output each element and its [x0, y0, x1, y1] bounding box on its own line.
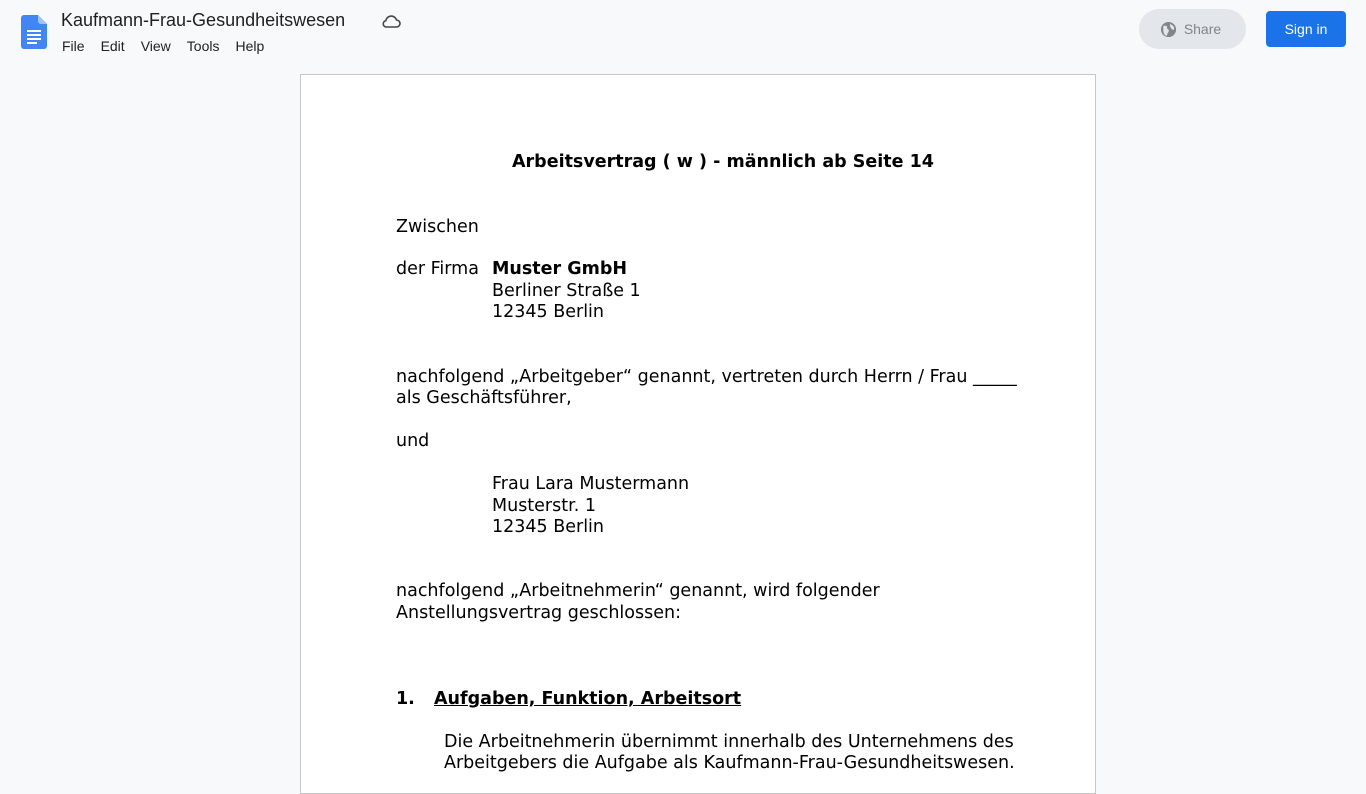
- employee-name: Frau Lara Mustermann: [492, 474, 690, 494]
- and-text: und: [396, 431, 430, 451]
- menu-bar: [54, 37, 272, 55]
- employer-name: Muster GmbH: [492, 259, 628, 279]
- menu-file[interactable]: File: [62, 38, 85, 54]
- firm-label: der Firma: [396, 259, 479, 279]
- cloud-saved-icon[interactable]: [380, 12, 402, 32]
- employer-clause-line2: als Geschäftsführer,: [396, 388, 572, 408]
- section-text-line1: Die Arbeitnehmerin übernimmt innerhalb des Unternehmens des: [444, 732, 1014, 752]
- section-text-line2: Arbeitgebers die Aufgabe als Kaufmann-Frau-Gesundheitswesen.: [444, 753, 1015, 773]
- menu-help[interactable]: Help: [235, 38, 265, 54]
- google-docs-icon[interactable]: [21, 15, 47, 49]
- share-button[interactable]: [1139, 9, 1246, 49]
- employer-city: 12345 Berlin: [492, 302, 605, 322]
- between-text: Zwischen: [396, 217, 479, 237]
- employee-clause-line1: nachfolgend „Arbeitnehmerin“ genannt, wird folgender: [396, 581, 880, 601]
- sign-in-button[interactable]: Sign in: [1266, 11, 1346, 47]
- section-number: 1.: [396, 689, 415, 709]
- menu-tools[interactable]: Tools: [186, 38, 220, 54]
- share-label: Share: [1183, 21, 1222, 37]
- menu-edit[interactable]: Edit: [100, 38, 125, 54]
- document-title[interactable]: Kaufmann-Frau-Gesundheitswesen: [61, 10, 346, 30]
- employee-street: Musterstr. 1: [492, 496, 596, 516]
- employer-clause-line1: nachfolgend „Arbeitgeber“ genannt, vertreten durch Herrn / Frau _____: [396, 367, 1017, 387]
- document-page: [300, 74, 1096, 794]
- globe-icon: [1160, 21, 1177, 38]
- menu-view[interactable]: View: [140, 38, 171, 54]
- employee-clause-line2: Anstellungsvertrag geschlossen:: [396, 603, 681, 623]
- section-title: Aufgaben, Funktion, Arbeitsort: [434, 689, 742, 709]
- employee-city: 12345 Berlin: [492, 517, 605, 537]
- employer-street: Berliner Straße 1: [492, 281, 641, 301]
- app-header: [0, 0, 1366, 64]
- document-heading: Arbeitsvertrag ( w ) - männlich ab Seite 14: [512, 152, 934, 172]
